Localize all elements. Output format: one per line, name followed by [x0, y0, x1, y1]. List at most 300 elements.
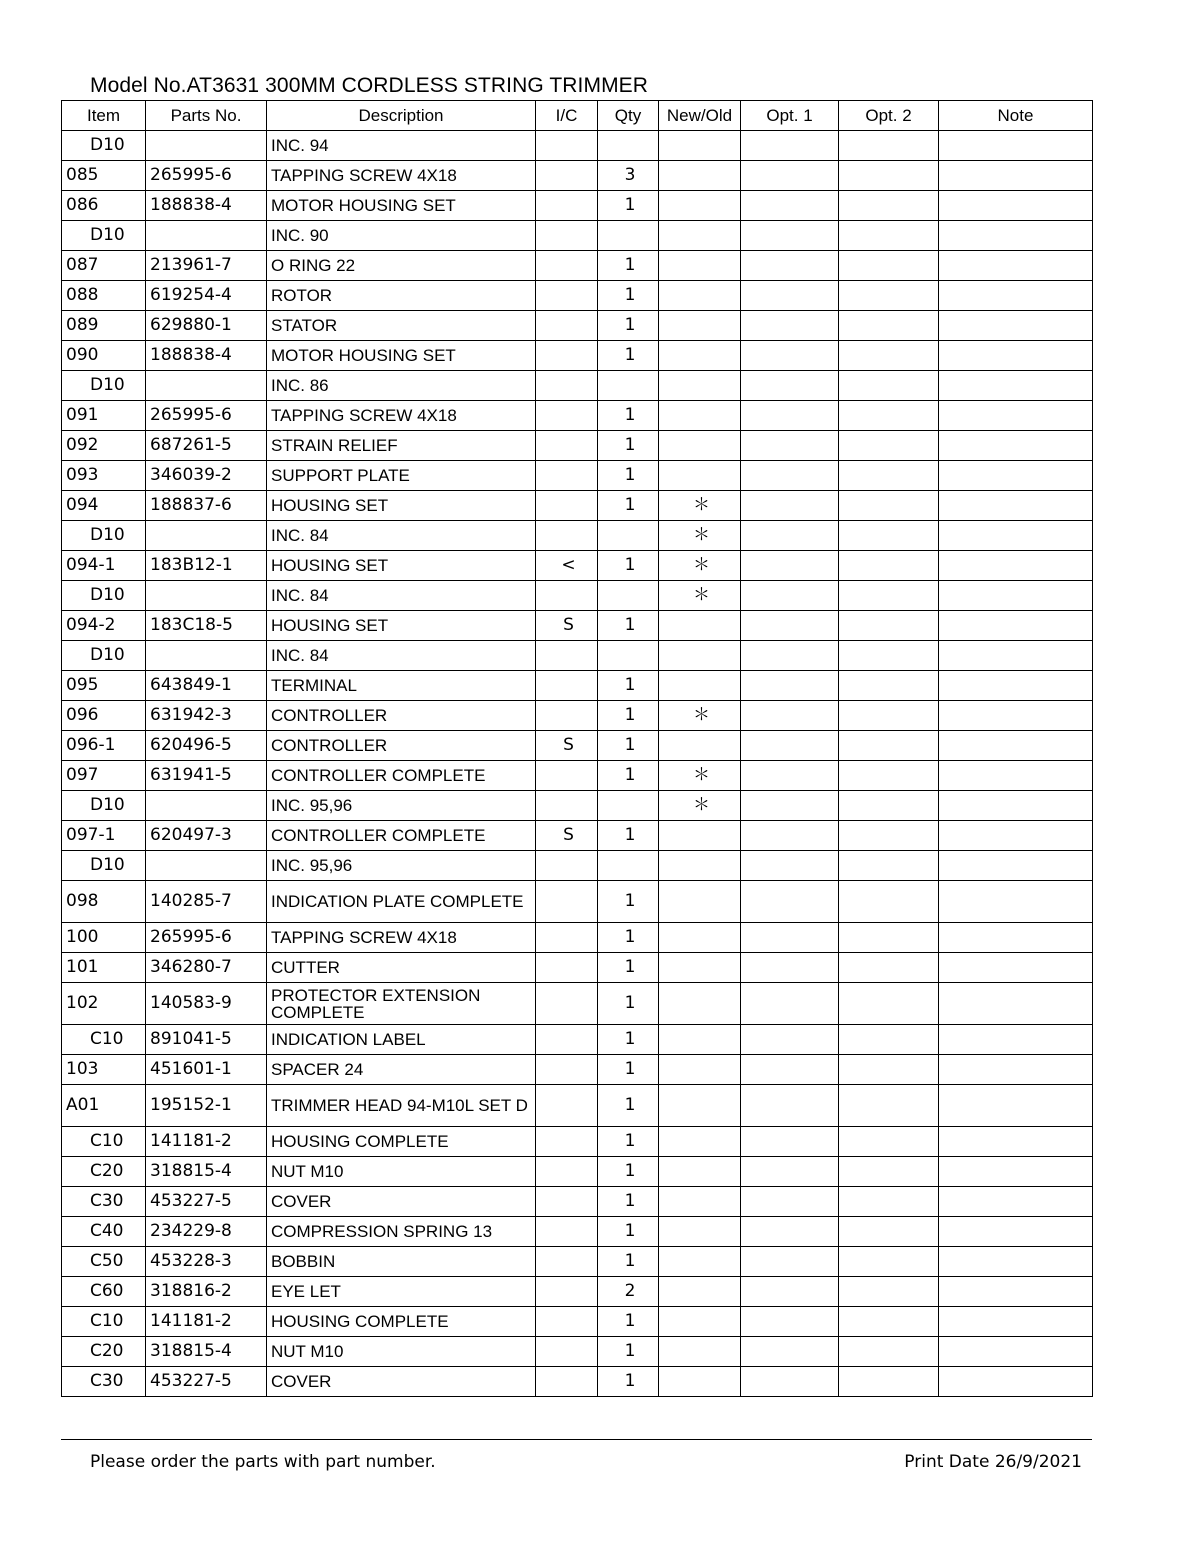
- cell-item: A01: [62, 1085, 146, 1127]
- cell-parts-no: 265995-6: [146, 923, 267, 953]
- cell-qty: 1: [598, 281, 659, 311]
- cell-item: 096-1: [62, 731, 146, 761]
- cell-note: [939, 1217, 1093, 1247]
- cell-new-old: [659, 1187, 741, 1217]
- cell-note: [939, 983, 1093, 1025]
- cell-ic: [536, 791, 598, 821]
- cell-new-old: [659, 611, 741, 641]
- cell-new-old: ＊: [659, 551, 741, 581]
- cell-opt-1: [741, 821, 839, 851]
- cell-qty: [598, 371, 659, 401]
- cell-item: 092: [62, 431, 146, 461]
- cell-opt-1: [741, 1217, 839, 1247]
- table-row: [62, 1187, 1093, 1217]
- cell-opt-1: [741, 251, 839, 281]
- cell-parts-no: 631942-3: [146, 701, 267, 731]
- cell-new-old: [659, 461, 741, 491]
- cell-description: MOTOR HOUSING SET: [267, 191, 536, 221]
- cell-ic: [536, 1025, 598, 1055]
- cell-description: INC. 84: [267, 581, 536, 611]
- cell-qty: 1: [598, 401, 659, 431]
- cell-description: CONTROLLER: [267, 731, 536, 761]
- cell-parts-no: 140583-9: [146, 983, 267, 1025]
- cell-opt-2: [839, 791, 939, 821]
- cell-new-old: [659, 341, 741, 371]
- cell-opt-1: [741, 671, 839, 701]
- cell-parts-no: [146, 371, 267, 401]
- table-row: [62, 551, 1093, 581]
- cell-opt-1: [741, 131, 839, 161]
- cell-qty: 1: [598, 821, 659, 851]
- cell-qty: 1: [598, 923, 659, 953]
- cell-item: 096: [62, 701, 146, 731]
- cell-parts-no: 631941-5: [146, 761, 267, 791]
- cell-new-old: ＊: [659, 701, 741, 731]
- cell-description: PROTECTOR EXTENSION COMPLETE: [267, 983, 536, 1025]
- table-row: [62, 1157, 1093, 1187]
- cell-item: C40: [62, 1217, 146, 1247]
- cell-ic: [536, 1247, 598, 1277]
- cell-ic: [536, 431, 598, 461]
- cell-description: INC. 95,96: [267, 851, 536, 881]
- cell-opt-2: [839, 1307, 939, 1337]
- cell-parts-no: 346280-7: [146, 953, 267, 983]
- cell-new-old: ＊: [659, 581, 741, 611]
- table-row: [62, 221, 1093, 251]
- cell-description: INC. 90: [267, 221, 536, 251]
- cell-opt-2: [839, 521, 939, 551]
- cell-opt-1: [741, 521, 839, 551]
- cell-opt-1: [741, 1247, 839, 1277]
- cell-qty: 1: [598, 881, 659, 923]
- cell-description: STRAIN RELIEF: [267, 431, 536, 461]
- cell-opt-1: [741, 1157, 839, 1187]
- table-row: [62, 1277, 1093, 1307]
- cell-opt-2: [839, 1367, 939, 1397]
- cell-opt-1: [741, 371, 839, 401]
- cell-note: [939, 821, 1093, 851]
- cell-ic: S: [536, 731, 598, 761]
- cell-note: [939, 161, 1093, 191]
- cell-opt-2: [839, 1085, 939, 1127]
- cell-ic: [536, 1157, 598, 1187]
- cell-note: [939, 1157, 1093, 1187]
- cell-new-old: [659, 161, 741, 191]
- cell-new-old: [659, 371, 741, 401]
- table-row: [62, 131, 1093, 161]
- cell-opt-1: [741, 731, 839, 761]
- table-row: [62, 701, 1093, 731]
- cell-parts-no: 451601-1: [146, 1055, 267, 1085]
- cell-qty: [598, 791, 659, 821]
- cell-description: TAPPING SCREW 4X18: [267, 401, 536, 431]
- cell-opt-1: [741, 161, 839, 191]
- cell-new-old: [659, 1055, 741, 1085]
- cell-ic: [536, 521, 598, 551]
- cell-ic: [536, 1085, 598, 1127]
- column-header-item: Item: [62, 101, 146, 131]
- cell-opt-2: [839, 221, 939, 251]
- cell-new-old: [659, 131, 741, 161]
- cell-ic: [536, 701, 598, 731]
- cell-description: CONTROLLER COMPLETE: [267, 761, 536, 791]
- cell-note: [939, 551, 1093, 581]
- table-row: [62, 821, 1093, 851]
- cell-opt-1: [741, 791, 839, 821]
- cell-new-old: [659, 1337, 741, 1367]
- cell-parts-no: 265995-6: [146, 401, 267, 431]
- parts-table-body: [62, 131, 1093, 1397]
- table-row: [62, 581, 1093, 611]
- cell-qty: 1: [598, 311, 659, 341]
- table-row: [62, 1247, 1093, 1277]
- table-row: [62, 611, 1093, 641]
- cell-item: 100: [62, 923, 146, 953]
- cell-opt-1: [741, 491, 839, 521]
- cell-opt-2: [839, 461, 939, 491]
- cell-note: [939, 251, 1093, 281]
- cell-qty: 1: [598, 491, 659, 521]
- cell-qty: [598, 581, 659, 611]
- cell-item: 093: [62, 461, 146, 491]
- cell-ic: [536, 341, 598, 371]
- cell-opt-1: [741, 551, 839, 581]
- cell-note: [939, 311, 1093, 341]
- cell-qty: 1: [598, 953, 659, 983]
- cell-qty: 1: [598, 983, 659, 1025]
- cell-note: [939, 461, 1093, 491]
- cell-ic: [536, 581, 598, 611]
- cell-new-old: [659, 881, 741, 923]
- cell-opt-2: [839, 1055, 939, 1085]
- cell-ic: [536, 1337, 598, 1367]
- cell-qty: 1: [598, 1187, 659, 1217]
- table-row: [62, 791, 1093, 821]
- cell-note: [939, 791, 1093, 821]
- cell-item: 101: [62, 953, 146, 983]
- cell-new-old: [659, 1217, 741, 1247]
- cell-note: [939, 1367, 1093, 1397]
- cell-qty: 1: [598, 611, 659, 641]
- cell-new-old: [659, 1277, 741, 1307]
- cell-new-old: [659, 821, 741, 851]
- cell-item: C30: [62, 1367, 146, 1397]
- cell-opt-2: [839, 953, 939, 983]
- cell-opt-2: [839, 581, 939, 611]
- cell-qty: 1: [598, 1085, 659, 1127]
- table-row: [62, 881, 1093, 923]
- cell-opt-2: [839, 923, 939, 953]
- cell-opt-2: [839, 401, 939, 431]
- table-row: [62, 1307, 1093, 1337]
- cell-opt-2: [839, 1127, 939, 1157]
- cell-description: CONTROLLER: [267, 701, 536, 731]
- cell-qty: 1: [598, 431, 659, 461]
- cell-new-old: [659, 923, 741, 953]
- cell-parts-no: 346039-2: [146, 461, 267, 491]
- cell-description: MOTOR HOUSING SET: [267, 341, 536, 371]
- cell-description: HOUSING COMPLETE: [267, 1127, 536, 1157]
- cell-note: [939, 281, 1093, 311]
- cell-description: INDICATION LABEL: [267, 1025, 536, 1055]
- cell-ic: [536, 953, 598, 983]
- cell-new-old: [659, 1157, 741, 1187]
- cell-qty: [598, 641, 659, 671]
- cell-parts-no: 687261-5: [146, 431, 267, 461]
- cell-opt-1: [741, 983, 839, 1025]
- table-row: [62, 851, 1093, 881]
- cell-parts-no: 318816-2: [146, 1277, 267, 1307]
- cell-opt-1: [741, 761, 839, 791]
- cell-new-old: [659, 731, 741, 761]
- cell-parts-no: 213961-7: [146, 251, 267, 281]
- cell-new-old: [659, 1247, 741, 1277]
- column-header-ic: I/C: [536, 101, 598, 131]
- cell-ic: [536, 401, 598, 431]
- cell-note: [939, 731, 1093, 761]
- cell-note: [939, 1337, 1093, 1367]
- cell-opt-1: [741, 1367, 839, 1397]
- cell-item: 097-1: [62, 821, 146, 851]
- cell-qty: [598, 131, 659, 161]
- cell-new-old: [659, 1307, 741, 1337]
- cell-note: [939, 1187, 1093, 1217]
- cell-item: C50: [62, 1247, 146, 1277]
- cell-ic: [536, 923, 598, 953]
- cell-new-old: [659, 251, 741, 281]
- table-row: [62, 983, 1093, 1025]
- cell-opt-1: [741, 581, 839, 611]
- cell-ic: [536, 311, 598, 341]
- cell-ic: [536, 131, 598, 161]
- table-row: [62, 461, 1093, 491]
- column-header-new-old: New/Old: [659, 101, 741, 131]
- table-row: [62, 341, 1093, 371]
- cell-new-old: ＊: [659, 521, 741, 551]
- column-header-description: Description: [267, 101, 536, 131]
- table-row: [62, 1217, 1093, 1247]
- cell-note: [939, 611, 1093, 641]
- cell-item: 098: [62, 881, 146, 923]
- cell-ic: [536, 251, 598, 281]
- cell-qty: 1: [598, 251, 659, 281]
- cell-ic: [536, 491, 598, 521]
- cell-ic: [536, 1277, 598, 1307]
- cell-ic: [536, 191, 598, 221]
- cell-ic: [536, 1055, 598, 1085]
- cell-description: HOUSING SET: [267, 551, 536, 581]
- cell-qty: 1: [598, 731, 659, 761]
- cell-item: C10: [62, 1307, 146, 1337]
- cell-opt-2: [839, 983, 939, 1025]
- table-row: [62, 1055, 1093, 1085]
- cell-description: NUT M10: [267, 1337, 536, 1367]
- table-row: [62, 1025, 1093, 1055]
- cell-opt-1: [741, 311, 839, 341]
- cell-description: SPACER 24: [267, 1055, 536, 1085]
- cell-opt-2: [839, 1187, 939, 1217]
- cell-opt-1: [741, 1025, 839, 1055]
- cell-parts-no: [146, 791, 267, 821]
- cell-note: [939, 521, 1093, 551]
- cell-qty: 1: [598, 461, 659, 491]
- cell-note: [939, 1055, 1093, 1085]
- cell-description: TRIMMER HEAD 94-M10L SET D: [267, 1085, 536, 1127]
- cell-item: C60: [62, 1277, 146, 1307]
- cell-description: SUPPORT PLATE: [267, 461, 536, 491]
- cell-opt-1: [741, 461, 839, 491]
- cell-qty: 1: [598, 1157, 659, 1187]
- footer-note: Please order the parts with part number.: [90, 1452, 436, 1472]
- cell-parts-no: 453227-5: [146, 1367, 267, 1397]
- footer-divider: [61, 1439, 1092, 1440]
- cell-parts-no: 629880-1: [146, 311, 267, 341]
- cell-description: CUTTER: [267, 953, 536, 983]
- cell-opt-2: [839, 1217, 939, 1247]
- cell-item: 089: [62, 311, 146, 341]
- cell-opt-1: [741, 1127, 839, 1157]
- table-row: [62, 1337, 1093, 1367]
- cell-ic: [536, 1307, 598, 1337]
- cell-new-old: [659, 311, 741, 341]
- cell-ic: [536, 371, 598, 401]
- cell-opt-1: [741, 1307, 839, 1337]
- cell-description: TAPPING SCREW 4X18: [267, 161, 536, 191]
- cell-qty: 1: [598, 1337, 659, 1367]
- table-row: [62, 251, 1093, 281]
- cell-parts-no: 195152-1: [146, 1085, 267, 1127]
- cell-item: D10: [62, 131, 146, 161]
- cell-note: [939, 581, 1093, 611]
- cell-new-old: [659, 1127, 741, 1157]
- table-row: [62, 401, 1093, 431]
- cell-item: 090: [62, 341, 146, 371]
- table-row: [62, 161, 1093, 191]
- cell-ic: [536, 671, 598, 701]
- cell-item: 095: [62, 671, 146, 701]
- cell-new-old: [659, 401, 741, 431]
- cell-opt-2: [839, 881, 939, 923]
- cell-qty: 1: [598, 191, 659, 221]
- cell-qty: [598, 221, 659, 251]
- cell-parts-no: 891041-5: [146, 1025, 267, 1055]
- cell-new-old: ＊: [659, 761, 741, 791]
- cell-qty: [598, 521, 659, 551]
- cell-note: [939, 1307, 1093, 1337]
- table-row: [62, 953, 1093, 983]
- cell-opt-2: [839, 191, 939, 221]
- parts-table: [61, 100, 1093, 1397]
- table-row: [62, 1367, 1093, 1397]
- cell-opt-2: [839, 1277, 939, 1307]
- cell-opt-2: [839, 1157, 939, 1187]
- cell-opt-2: [839, 761, 939, 791]
- cell-item: D10: [62, 791, 146, 821]
- cell-new-old: [659, 851, 741, 881]
- cell-parts-no: 318815-4: [146, 1157, 267, 1187]
- cell-new-old: [659, 221, 741, 251]
- cell-new-old: ＊: [659, 491, 741, 521]
- cell-qty: 1: [598, 551, 659, 581]
- cell-opt-2: [839, 431, 939, 461]
- cell-description: INC. 95,96: [267, 791, 536, 821]
- cell-opt-2: [839, 281, 939, 311]
- cell-note: [939, 1085, 1093, 1127]
- cell-opt-1: [741, 281, 839, 311]
- cell-parts-no: 183B12-1: [146, 551, 267, 581]
- cell-description: TAPPING SCREW 4X18: [267, 923, 536, 953]
- cell-description: COVER: [267, 1367, 536, 1397]
- cell-opt-2: [839, 311, 939, 341]
- cell-parts-no: 188838-4: [146, 191, 267, 221]
- cell-qty: 1: [598, 701, 659, 731]
- cell-qty: 1: [598, 1055, 659, 1085]
- cell-opt-1: [741, 701, 839, 731]
- cell-opt-1: [741, 641, 839, 671]
- cell-new-old: [659, 281, 741, 311]
- cell-item: C20: [62, 1157, 146, 1187]
- cell-parts-no: 188838-4: [146, 341, 267, 371]
- cell-opt-2: [839, 641, 939, 671]
- cell-opt-2: [839, 551, 939, 581]
- table-header-row: [62, 101, 1093, 131]
- cell-note: [939, 131, 1093, 161]
- cell-parts-no: 619254-4: [146, 281, 267, 311]
- cell-description: HOUSING COMPLETE: [267, 1307, 536, 1337]
- table-row: [62, 923, 1093, 953]
- cell-ic: [536, 1367, 598, 1397]
- cell-parts-no: 183C18-5: [146, 611, 267, 641]
- cell-note: [939, 671, 1093, 701]
- cell-item: C20: [62, 1337, 146, 1367]
- cell-opt-1: [741, 953, 839, 983]
- cell-opt-2: [839, 341, 939, 371]
- cell-item: D10: [62, 221, 146, 251]
- cell-parts-no: 620497-3: [146, 821, 267, 851]
- cell-item: 094-1: [62, 551, 146, 581]
- cell-qty: 1: [598, 1127, 659, 1157]
- cell-description: HOUSING SET: [267, 491, 536, 521]
- cell-description: BOBBIN: [267, 1247, 536, 1277]
- cell-note: [939, 371, 1093, 401]
- cell-opt-2: [839, 821, 939, 851]
- cell-item: 088: [62, 281, 146, 311]
- cell-item: D10: [62, 641, 146, 671]
- cell-note: [939, 761, 1093, 791]
- cell-opt-2: [839, 611, 939, 641]
- cell-parts-no: [146, 521, 267, 551]
- cell-ic: [536, 641, 598, 671]
- cell-note: [939, 953, 1093, 983]
- cell-parts-no: [146, 851, 267, 881]
- column-header-parts-no: Parts No.: [146, 101, 267, 131]
- cell-opt-2: [839, 251, 939, 281]
- table-row: [62, 761, 1093, 791]
- cell-description: COVER: [267, 1187, 536, 1217]
- cell-opt-2: [839, 701, 939, 731]
- cell-qty: 1: [598, 1307, 659, 1337]
- cell-item: 094: [62, 491, 146, 521]
- cell-opt-1: [741, 1187, 839, 1217]
- cell-item: 097: [62, 761, 146, 791]
- table-row: [62, 191, 1093, 221]
- cell-opt-1: [741, 341, 839, 371]
- cell-ic: [536, 1217, 598, 1247]
- cell-ic: [536, 461, 598, 491]
- cell-parts-no: 141181-2: [146, 1307, 267, 1337]
- cell-note: [939, 431, 1093, 461]
- cell-qty: 1: [598, 1025, 659, 1055]
